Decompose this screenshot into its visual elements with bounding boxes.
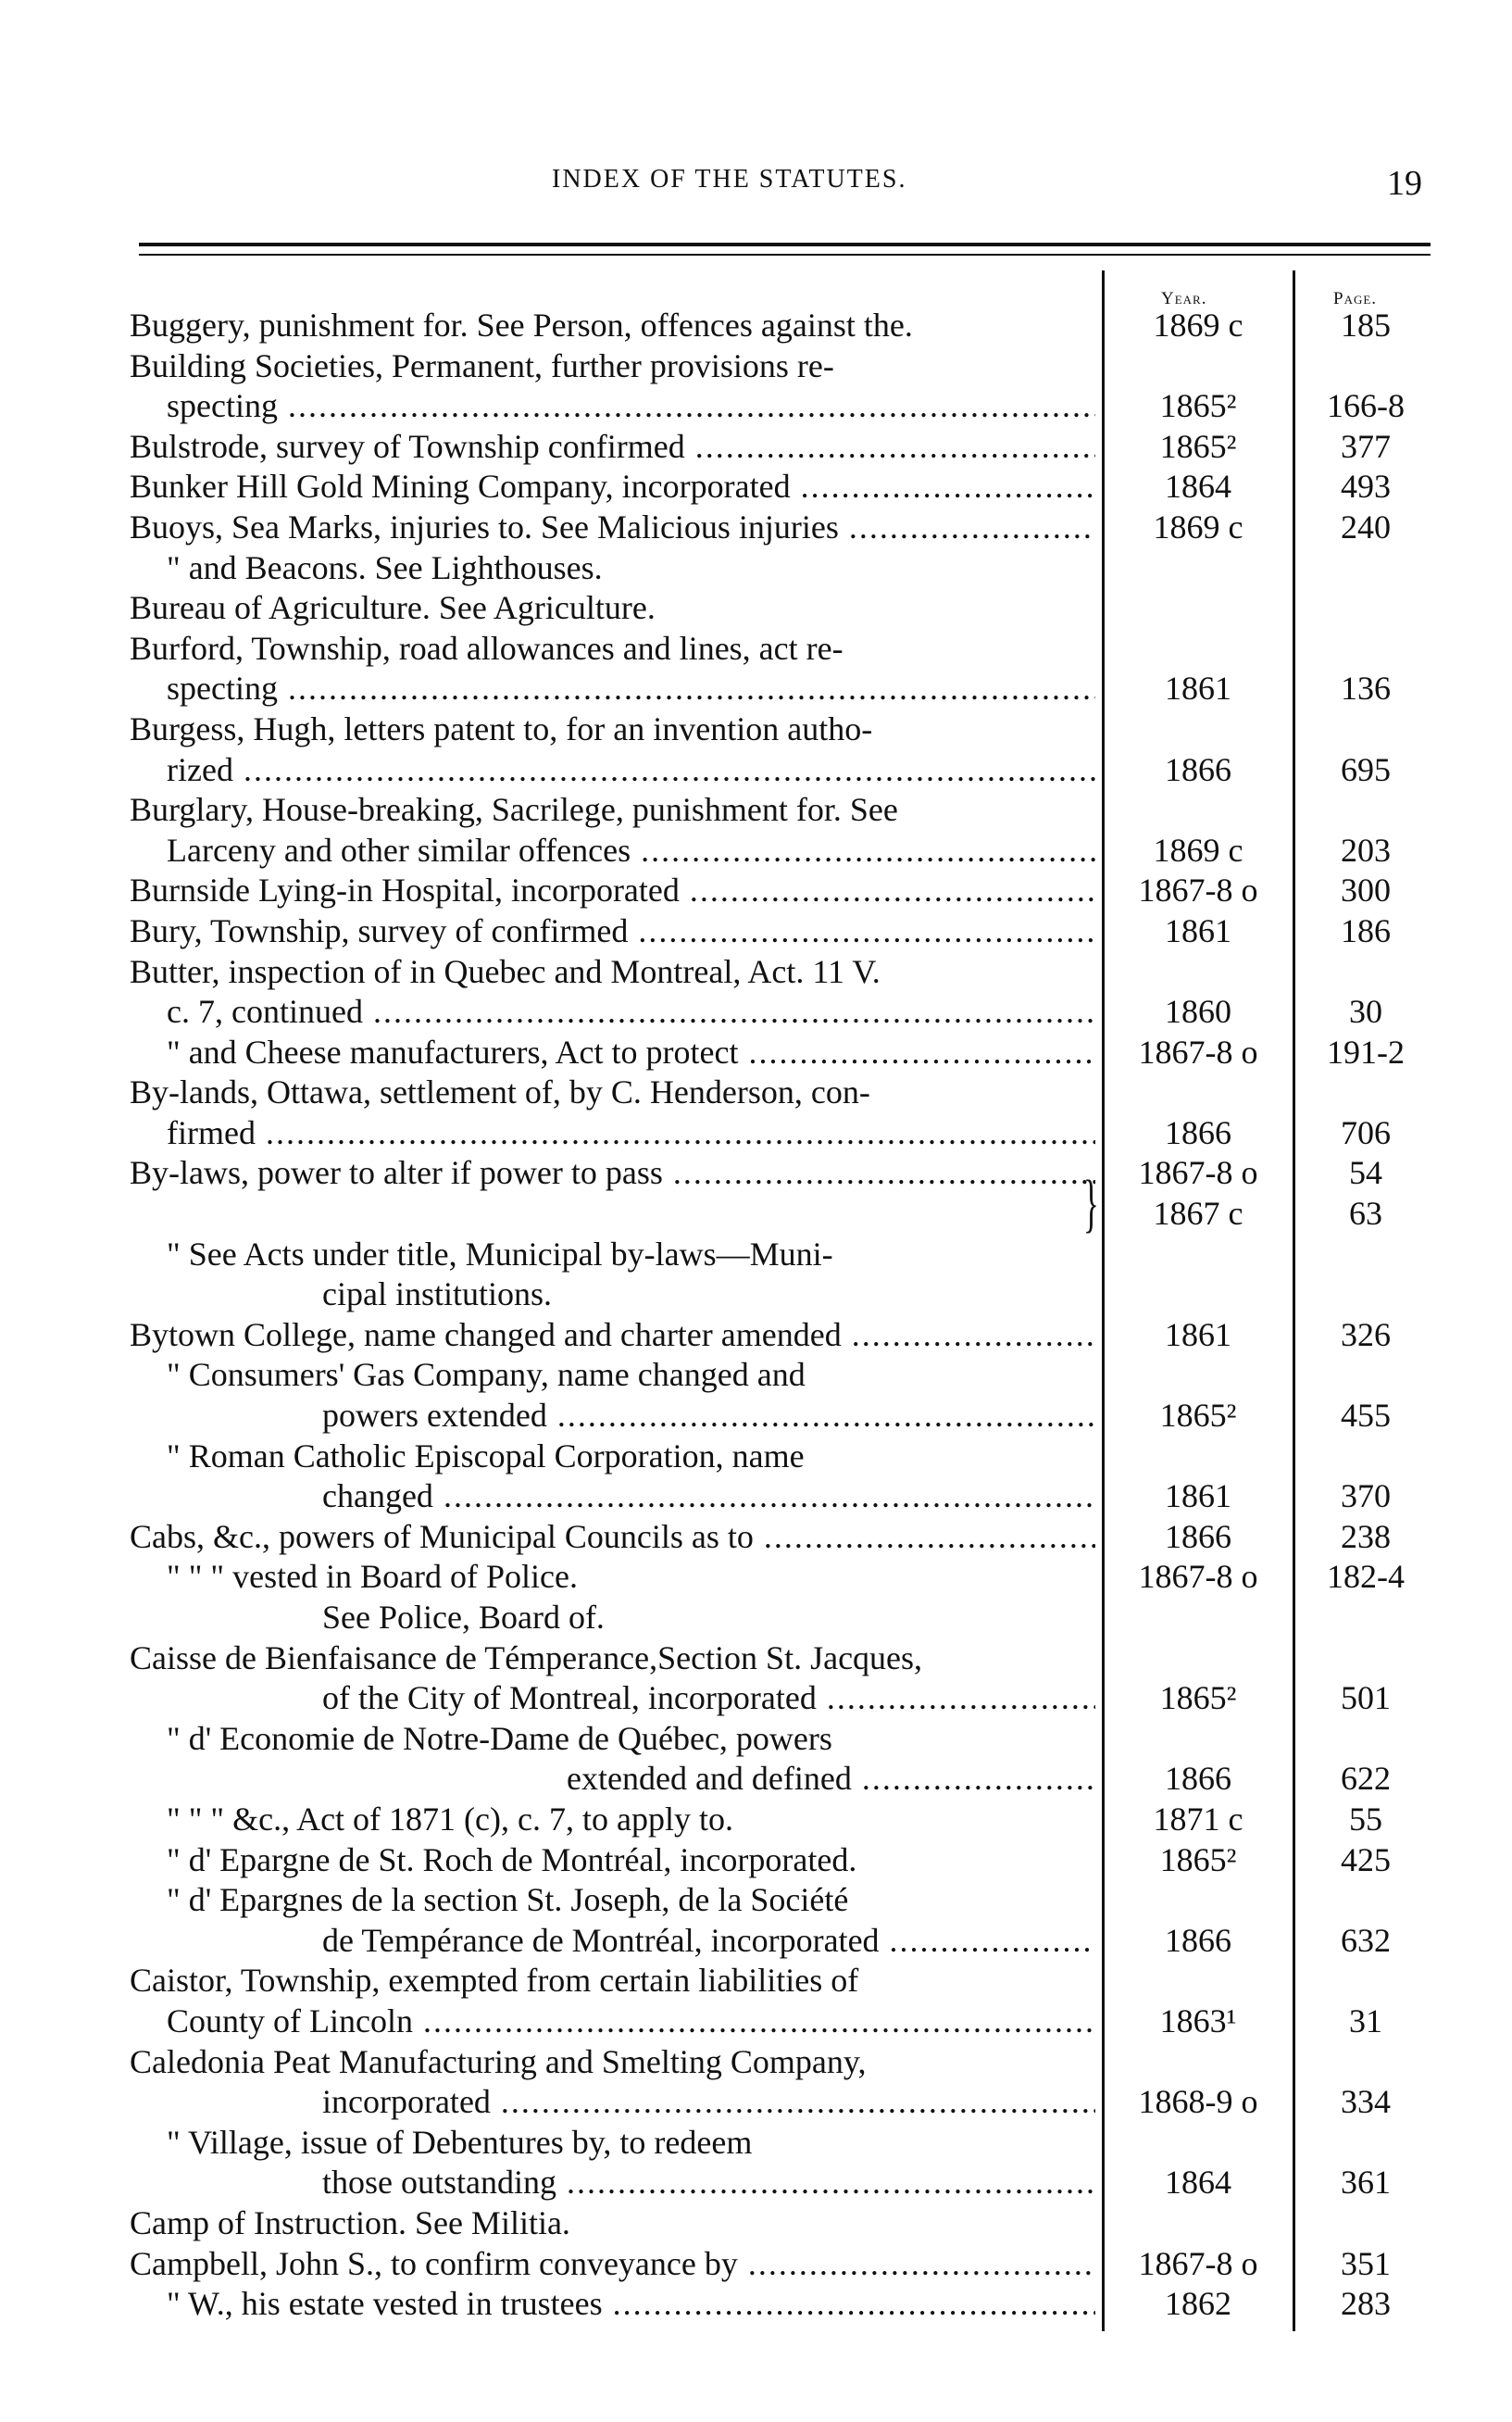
entry-text: Buggery, punishment for. See Person, offences against the. (130, 307, 913, 344)
entry-title (0, 992, 1095, 1033)
index-entry-row (0, 2082, 1512, 2123)
index-entries (0, 306, 1512, 2325)
entry-title (0, 629, 1095, 670)
entry-page: 351 (1341, 2244, 1391, 2282)
entry-page: 695 (1341, 750, 1391, 788)
entry-text: County of Lincoln ..... (167, 2002, 1095, 2039)
header-rule-thick (139, 243, 1431, 246)
index-entry-row (0, 2203, 1512, 2244)
index-entry-row (0, 1437, 1512, 1477)
index-entry-row (0, 2002, 1512, 2042)
index-entry-row (0, 1517, 1512, 1558)
entry-page: 501 (1341, 1679, 1391, 1717)
entry-text: " Roman Catholic Episcopal Corporation, name (167, 1437, 805, 1475)
entry-title (0, 669, 1095, 709)
index-entry-row (0, 1396, 1512, 1437)
entry-title (0, 1437, 1095, 1477)
entry-text: de Tempérance de Montréal, incorporated ..... (322, 1922, 1095, 1959)
entry-title (0, 1113, 1095, 1154)
index-entry-row (0, 386, 1512, 427)
entry-year: 1866 (1165, 750, 1231, 788)
entry-page: 455 (1341, 1397, 1391, 1435)
entry-year: 1869 c (1153, 307, 1243, 344)
entry-title (0, 1638, 1095, 1679)
entry-title (0, 1921, 1095, 1962)
page-number: 19 (1387, 164, 1422, 203)
entry-text: " " " &c., Act of 1871 (c), c. 7, to apply to. (167, 1800, 733, 1838)
index-entry-row (0, 1638, 1512, 1679)
header-rule-thin (139, 254, 1431, 256)
entry-text: " Village, issue of Debentures by, to redeem (167, 2123, 753, 2161)
index-entry-row (0, 750, 1512, 791)
entry-text: of the City of Montreal, incorporated ..... (322, 1679, 1095, 1716)
index-entry-row (0, 1678, 1512, 1719)
entry-text: Bulstrode, survey of Township confirmed ..... (130, 428, 1095, 465)
index-entry-row (0, 911, 1512, 952)
entry-page: 185 (1341, 307, 1391, 344)
entry-text: Bunker Hill Gold Mining Company, incorporated ..... (130, 468, 1095, 505)
entry-text: Cabs, &c., powers of Municipal Councils as to ..... (130, 1518, 1095, 1555)
entry-page: 55 (1349, 1800, 1382, 1838)
entry-title (0, 1355, 1095, 1396)
entry-page: 632 (1341, 1921, 1391, 1959)
entry-year: 1867-8 o (1138, 1033, 1258, 1071)
entry-page: 370 (1341, 1477, 1391, 1515)
entry-year: 1869 c (1153, 508, 1243, 546)
entry-year: 1865² (1159, 427, 1237, 465)
entry-title (0, 790, 1095, 831)
entry-title (0, 1800, 1095, 1840)
entry-year: 1866 (1165, 1113, 1231, 1151)
entry-year: 1867-8 o (1138, 872, 1258, 910)
entry-text: extended and defined ..... (567, 1760, 1095, 1797)
index-entry-row (0, 548, 1512, 589)
entry-year: 1866 (1165, 1921, 1231, 1959)
entry-page: 166-8 (1327, 387, 1405, 425)
entry-text: " and Cheese manufacturers, Act to protect ..... (167, 1034, 1095, 1071)
index-entry-row (0, 508, 1512, 548)
entry-text: " and Beacons. See Lighthouses. (167, 548, 603, 586)
entry-text: Campbell, John S., to confirm conveyance by ..... (130, 2245, 1095, 2282)
entry-page: 240 (1341, 508, 1391, 546)
entry-text: " d' Epargne de St. Roch de Montréal, incorporated. (167, 1840, 857, 1878)
entry-text: " " " vested in Board of Police. (167, 1558, 579, 1596)
entry-text: Caledonia Peat Manufacturing and Smelting Company, (130, 2042, 867, 2080)
index-entry-row (0, 709, 1512, 750)
entry-text: Camp of Instruction. See Militia. (130, 2203, 570, 2241)
entry-title (0, 1396, 1095, 1437)
entry-text: c. 7, continued ..... (167, 993, 1095, 1030)
entry-title (0, 1153, 1095, 1194)
entry-page: 54 (1349, 1154, 1382, 1192)
entry-page: 622 (1341, 1760, 1391, 1798)
entry-year: 1864 (1165, 2164, 1231, 2202)
entry-text: By-lands, Ottawa, settlement of, by C. Henderson, con- (130, 1073, 870, 1111)
entry-year: 1868-9 o (1138, 2083, 1258, 2121)
index-entry-row (0, 1921, 1512, 1962)
index-entry-row (0, 1194, 1512, 1235)
entry-text: See Police, Board of. (322, 1599, 605, 1636)
entry-title (0, 2042, 1095, 2083)
entry-title (0, 1073, 1095, 1113)
entry-year: 1866 (1165, 1517, 1231, 1555)
entry-year: 1869 c (1153, 831, 1243, 869)
index-entry-row (0, 346, 1512, 387)
entry-title (0, 1033, 1095, 1073)
entry-title (0, 1517, 1095, 1558)
entry-text: incorporated ..... (322, 2083, 1095, 2120)
entry-title (0, 1598, 1095, 1638)
entry-year: 1867-8 o (1138, 2244, 1258, 2282)
entry-title (0, 467, 1095, 508)
brace-glyph: } (1083, 1168, 1099, 1239)
entry-title (0, 1678, 1095, 1719)
entry-page: 238 (1341, 1517, 1391, 1555)
entry-year: 1865² (1159, 1397, 1237, 1435)
entry-year: 1867-8 o (1138, 1558, 1258, 1596)
entry-text: powers extended ..... (322, 1397, 1095, 1434)
entry-page: 182-4 (1327, 1558, 1405, 1596)
entry-title (0, 548, 1095, 589)
entry-page: 31 (1349, 2002, 1382, 2039)
entry-title (0, 2244, 1095, 2285)
entry-page: 283 (1341, 2285, 1391, 2323)
entry-text: Bytown College, name changed and charter amended ..... (130, 1316, 1095, 1353)
entry-year: 1867 c (1153, 1195, 1243, 1233)
entry-text: specting ..... (167, 387, 1095, 424)
entry-text: Burgess, Hugh, letters patent to, for an invention autho- (130, 709, 873, 747)
entry-text: " Consumers' Gas Company, name changed and (167, 1356, 806, 1394)
index-entry-row (0, 1033, 1512, 1073)
running-title: INDEX OF THE STATUTES. (552, 165, 907, 194)
entry-year: 1866 (1165, 1760, 1231, 1798)
entry-text: " See Acts under title, Municipal by-laws—Muni- (167, 1235, 833, 1273)
entry-title (0, 427, 1095, 468)
index-entry-row (0, 2244, 1512, 2285)
index-entry-row (0, 2163, 1512, 2203)
index-entry-row (0, 1840, 1512, 1881)
entry-year: 1860 (1165, 993, 1231, 1031)
index-entry-row (0, 2042, 1512, 2083)
entry-title (0, 1840, 1095, 1881)
entry-year: 1864 (1165, 468, 1231, 506)
entry-text: those outstanding ..... (322, 2164, 1095, 2201)
entry-year: 1861 (1165, 911, 1231, 949)
entry-title (0, 2203, 1095, 2244)
entry-page: 334 (1341, 2083, 1391, 2121)
entry-title (0, 831, 1095, 872)
index-entry-row (0, 1476, 1512, 1517)
entry-year: 1865² (1159, 1679, 1237, 1717)
index-entry-row (0, 1880, 1512, 1921)
index-entry-row (0, 1355, 1512, 1396)
entry-title (0, 386, 1095, 427)
entry-text: Caistor, Township, exempted from certain liabilities of (130, 1962, 859, 2000)
entry-year: 1862 (1165, 2285, 1231, 2323)
entry-title (0, 750, 1095, 791)
entry-text: Caisse de Bienfaisance de Témperance,Section St. Jacques, (130, 1638, 923, 1676)
entry-year: 1865² (1159, 387, 1237, 425)
index-entry-row (0, 1800, 1512, 1840)
entry-title (0, 1557, 1095, 1598)
entry-text: Larceny and other similar offences ..... (167, 832, 1095, 869)
entry-year: 1861 (1165, 1477, 1231, 1515)
entry-text: Burnside Lying-in Hospital, incorporated ..... (130, 872, 1095, 909)
index-entry-row (0, 1274, 1512, 1315)
index-entry-row (0, 952, 1512, 993)
entry-page: 326 (1341, 1315, 1391, 1353)
entry-text: Building Societies, Permanent, further provisions re- (130, 346, 834, 384)
index-entry-row (0, 831, 1512, 872)
entry-page: 377 (1341, 427, 1391, 465)
entry-text: Burford, Township, road allowances and lines, act re- (130, 629, 843, 667)
entry-text: cipal institutions. (322, 1275, 552, 1313)
index-entry-row (0, 588, 1512, 629)
entry-text: Burglary, House-breaking, Sacrilege, punishment for. See (130, 791, 898, 829)
entry-text: specting ..... (167, 670, 1095, 707)
entry-title (0, 588, 1095, 629)
index-entry-row (0, 1557, 1512, 1598)
entry-title (0, 1315, 1095, 1356)
index-entry-row (0, 2123, 1512, 2164)
entry-title (0, 871, 1095, 911)
entry-page: 30 (1349, 993, 1382, 1031)
index-entry-row (0, 1961, 1512, 2002)
index-entry-row (0, 1719, 1512, 1760)
entry-text: Butter, inspection of in Quebec and Montreal, Act. 11 V. (130, 952, 881, 990)
entry-text: firmed ..... (167, 1114, 1095, 1151)
entry-title (0, 346, 1095, 387)
entry-title (0, 2284, 1095, 2325)
entry-page: 706 (1341, 1113, 1391, 1151)
index-entry-row (0, 2284, 1512, 2325)
entry-text: " W., his estate vested in trustees ..... (167, 2285, 1095, 2322)
entry-text: Buoys, Sea Marks, injuries to. See Malicious injuries ..... (130, 508, 1095, 546)
index-entry-row (0, 306, 1512, 346)
entry-page: 493 (1341, 468, 1391, 506)
entry-title (0, 911, 1095, 952)
index-entry-row (0, 1073, 1512, 1113)
entry-page: 203 (1341, 831, 1391, 869)
index-entry-row (0, 1235, 1512, 1275)
entry-title (0, 1880, 1095, 1921)
entry-page: 425 (1341, 1840, 1391, 1878)
entry-title (0, 1759, 1095, 1800)
entry-title (0, 2163, 1095, 2203)
entry-title (0, 1274, 1095, 1315)
entry-text: By-laws, power to alter if power to pass ..... (130, 1154, 1095, 1191)
entry-text: changed ..... (322, 1477, 1095, 1514)
page-column-header: Page. (1333, 289, 1378, 308)
entry-title (0, 1235, 1095, 1275)
entry-title (0, 1476, 1095, 1517)
index-entry-row (0, 629, 1512, 670)
entry-title (0, 1961, 1095, 2002)
index-entry-row (0, 992, 1512, 1033)
entry-page: 186 (1341, 911, 1391, 949)
index-entry-row (0, 1153, 1512, 1194)
entry-title (0, 508, 1095, 548)
entry-title (0, 2002, 1095, 2042)
entry-title (0, 306, 1095, 346)
entry-title (0, 952, 1095, 993)
entry-year: 1861 (1165, 670, 1231, 708)
index-entry-row (0, 1759, 1512, 1800)
entry-text: Bureau of Agriculture. See Agriculture. (130, 589, 656, 627)
entry-text: Bury, Township, survey of confirmed ..... (130, 912, 1095, 949)
index-entry-row (0, 427, 1512, 468)
index-entry-row (0, 1113, 1512, 1154)
entry-text: rized ..... (167, 751, 1095, 788)
index-entry-row (0, 1315, 1512, 1356)
entry-page: 300 (1341, 872, 1391, 910)
entry-page: 191-2 (1327, 1033, 1405, 1071)
index-entry-row (0, 467, 1512, 508)
entry-text: " d' Epargnes de la section St. Joseph, de la Société (167, 1881, 849, 1919)
entry-year: 1865² (1159, 1840, 1237, 1878)
entry-year: 1861 (1165, 1315, 1231, 1353)
index-entry-row (0, 669, 1512, 709)
entry-year: 1871 c (1153, 1800, 1243, 1838)
index-entry-row (0, 1598, 1512, 1638)
entry-title (0, 709, 1095, 750)
year-column-header: Year. (1161, 289, 1207, 308)
entry-year: 1863¹ (1159, 2002, 1237, 2039)
entry-page: 136 (1341, 670, 1391, 708)
entry-year: 1867-8 o (1138, 1154, 1258, 1192)
entry-title (0, 1719, 1095, 1760)
index-entry-row (0, 790, 1512, 831)
entry-page: 361 (1341, 2164, 1391, 2202)
entry-title (0, 2082, 1095, 2123)
entry-title (0, 2123, 1095, 2164)
index-entry-row (0, 871, 1512, 911)
entry-page: 63 (1349, 1195, 1382, 1233)
entry-text: " d' Economie de Notre-Dame de Québec, powers (167, 1719, 832, 1757)
